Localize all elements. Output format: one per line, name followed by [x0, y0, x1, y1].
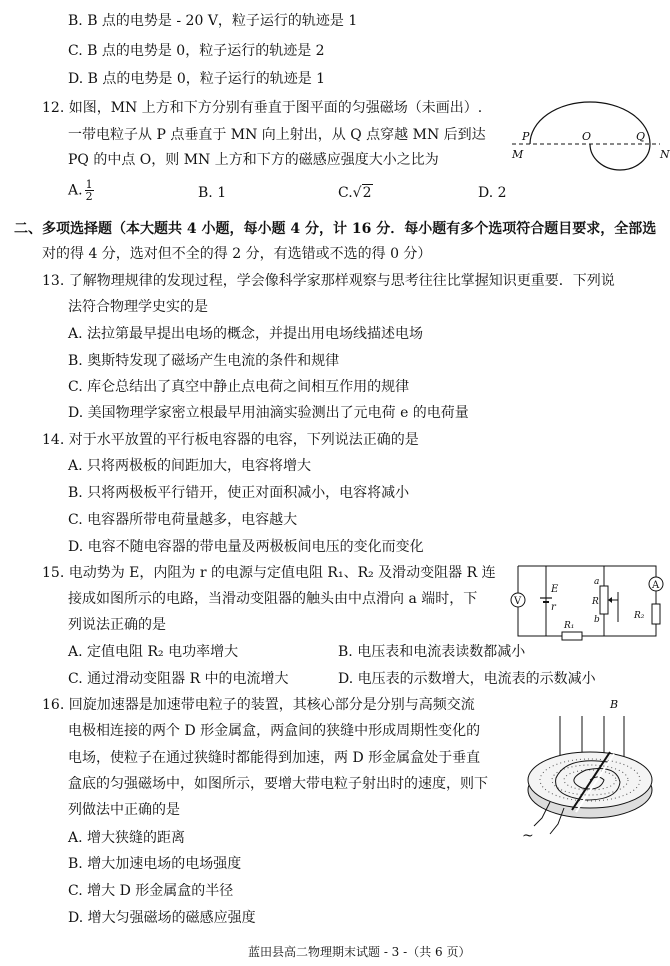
- q15-option-b: B. 电压表和电流表读数都减小: [338, 644, 526, 660]
- q12-stem-line3: PQ 的中点 O，则 MN 上方和下方的磁感应强度大小之比为: [68, 152, 439, 168]
- q12-option-a: [68, 179, 94, 202]
- q15-stem-line2: 接成如图所示的电路，当滑动变阻器的触头由中点滑向 a 端时，下: [68, 591, 478, 607]
- q16-option-a: A. 增大狭缝的距离: [68, 830, 186, 846]
- q12-figure: [510, 96, 670, 176]
- section2-header-line2: 对的得 4 分，选对但不全的得 2 分，有选错或不选的得 0 分）: [42, 246, 432, 262]
- section2-header-line1: 二、多项选择题（本大题共 4 小题，每小题 4 分，计 16 分．每小题有多个选项符合题目要求，全部选: [14, 221, 657, 237]
- label-n: N: [660, 148, 670, 161]
- label-r1: R₁: [564, 621, 575, 631]
- q11-option-b: B. B 点的电势是 - 20 V，粒子运行的轨迹是 1: [68, 13, 358, 29]
- q14-option-c: C. 电容器所带电荷量越多，电容越大: [68, 512, 298, 528]
- q12-option-b: B. 1: [198, 185, 227, 201]
- denominator: 2: [85, 190, 93, 203]
- q14-option-a: A. 只将两极板的间距加大，电容将增大: [68, 458, 312, 474]
- q16-option-b: B. 增大加速电场的电场强度: [68, 856, 242, 872]
- rheostat-r: [600, 586, 608, 614]
- q16-stem-line3: 电场，使粒子在通过狭缝时都能得到加速，两 D 形金属盒处于垂直: [68, 750, 481, 766]
- q12-stem-line2: 一带电粒子从 P 点垂直于 MN 向上射出，从 Q 点穿越 MN 后到达: [68, 127, 486, 143]
- q15-stem-line1: 15. 电动势为 E，内阻为 r 的电源与定值电阻 R₁、R₂ 及滑动变阻器 R 连: [42, 565, 496, 581]
- outer-loop: [518, 566, 656, 636]
- q16-cyclotron-figure: [520, 694, 660, 844]
- q14-option-b: B. 只将两极板平行错开，使正对面积减小，电容将减小: [68, 485, 410, 501]
- q12-option-a-prefix: A.: [68, 182, 83, 199]
- q13-option-d: D. 美国物理学家密立根最早用油滴实验测出了元电荷 e 的电荷量: [68, 405, 469, 421]
- q16-stem-line5: 列做法中正确的是: [68, 802, 180, 818]
- q15-option-d: D. 电压表的示数增大，电流表的示数减小: [338, 671, 596, 687]
- fraction: [85, 179, 94, 202]
- label-b: b: [594, 615, 600, 625]
- q14-stem: 14. 对于水平放置的平行板电容器的电容，下列说法正确的是: [42, 432, 419, 448]
- label-r-internal: r: [551, 602, 556, 613]
- label-v: V: [514, 596, 522, 607]
- q14-option-d: D. 电容不随电容器的带电量及两极板间电压的变化而变化: [68, 539, 424, 555]
- q11-option-d: D. B 点的电势是 0，粒子运行的轨迹是 1: [68, 71, 326, 87]
- label-e: E: [551, 584, 559, 595]
- page-footer: 蓝田县高二物理期末试题 - 3 -（共 6 页）: [248, 945, 471, 959]
- label-r-rheostat: R: [592, 597, 599, 607]
- q16-stem-line4: 盒底的匀强磁场中，如图所示，要增大带电粒子射出时的速度，则下: [68, 776, 488, 792]
- q15-option-c: C. 通过滑动变阻器 R 中的电流增大: [68, 671, 289, 687]
- q12-stem-line1: 12. 如图，MN 上方和下方分别有垂直于图平面的匀强磁场（未画出）.: [42, 100, 483, 116]
- q15-stem-line3: 列说法正确的是: [68, 617, 166, 633]
- q12-option-c: [338, 186, 373, 200]
- lower-arc: [590, 144, 650, 170]
- label-a: a: [594, 577, 600, 587]
- q13-option-a: A. 法拉第最早提出电场的概念，并提出用电场线描述电场: [68, 326, 424, 342]
- q13-option-c: C. 库仑总结出了真空中静止点电荷之间相互作用的规律: [68, 379, 410, 395]
- label-q: Q: [636, 130, 646, 143]
- label-b-field: B: [610, 698, 619, 711]
- label-o: O: [582, 130, 592, 143]
- q12-option-c-prefix: C.: [338, 185, 353, 201]
- q13-option-b: B. 奥斯特发现了磁场产生电流的条件和规律: [68, 353, 340, 369]
- q15-option-a: A. 定值电阻 R₂ 电功率增大: [68, 644, 239, 660]
- q16-option-d: D. 增大匀强磁场的磁感应强度: [68, 910, 256, 926]
- label-r2: R₂: [634, 611, 645, 621]
- q16-option-c: C. 增大 D 形金属盒的半径: [68, 883, 234, 899]
- slider-arrow-icon: [608, 597, 612, 603]
- q11-option-c: C. B 点的电势是 0，粒子运行的轨迹是 2: [68, 43, 325, 59]
- sqrt: √2: [352, 185, 372, 201]
- q16-stem-line1: 16. 回旋加速器是加速带电粒子的装置，其核心部分是分别与高频交流: [42, 697, 475, 713]
- label-a-meter: A: [652, 580, 660, 591]
- numerator: 1: [85, 178, 93, 191]
- ac-source-icon: ~: [522, 828, 534, 844]
- q13-stem-line2: 法符合物理学史实的是: [68, 299, 208, 315]
- label-m: M: [512, 148, 524, 161]
- q13-stem-line1: 13. 了解物理规律的发现过程，学会像科学家那样观察与思考往往比掌握知识更重要．下列说: [42, 273, 615, 289]
- radicand: 2: [362, 185, 372, 201]
- label-p: P: [522, 130, 530, 143]
- resistor-r2: [652, 604, 660, 624]
- q12-option-d: D. 2: [478, 185, 507, 201]
- resistor-r1: [562, 632, 582, 640]
- q15-circuit-figure: [506, 562, 666, 642]
- q16-stem-line2: 电极相连接的两个 D 形金属盒，两盒间的狭缝中形成周期性变化的: [68, 723, 481, 739]
